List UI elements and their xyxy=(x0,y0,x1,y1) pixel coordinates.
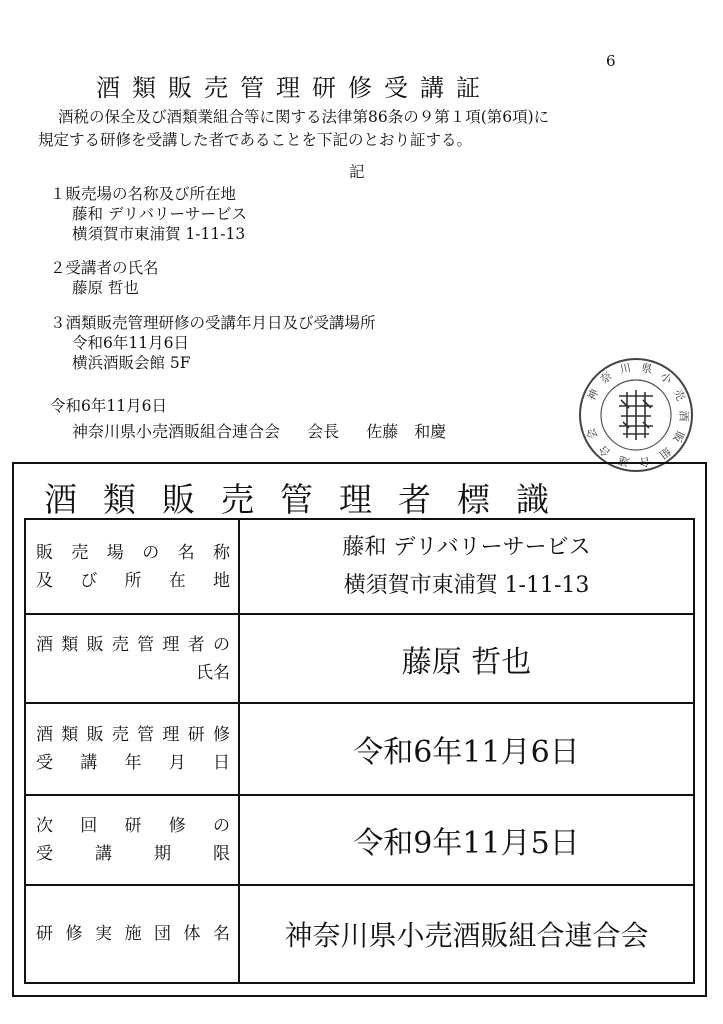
row-store-header-line2: 及び所在地 xyxy=(36,571,230,591)
item-store-label: １販売場の名称及び所在地 xyxy=(50,185,237,203)
seal-ring-text: 神奈川県小売酒販組合連合会 xyxy=(584,361,691,470)
row-store-value xyxy=(240,520,693,613)
row-training-date-value xyxy=(240,704,693,794)
certificate-title: 酒類販売管理研修受講証 xyxy=(96,74,492,102)
item-attendee-label: ２受講者の氏名 xyxy=(50,259,159,277)
row-organizer-value xyxy=(240,886,693,982)
intro-line-2: 規定する研修を受講した者であることを下記のとおり証する。 xyxy=(38,131,473,149)
row-organizer-name: 神奈川県小売酒販組合連合会 xyxy=(284,919,649,952)
item-training-date: 令和6年11月6日 xyxy=(72,334,189,352)
certificate-intro xyxy=(38,106,708,152)
issuer-role: 会長 xyxy=(307,422,340,441)
item-store-address: 横須賀市東浦賀 1-11-13 xyxy=(72,225,246,243)
liquor-manager-sign xyxy=(12,462,707,997)
row-organizer-header-line1: 研修実施団体名 xyxy=(36,924,230,944)
row-store-header-line1: 販売場の名称 xyxy=(36,543,230,563)
issuer-name: 佐藤 和慶 xyxy=(366,422,447,441)
sign-row-store xyxy=(26,520,693,615)
page-number: 6 xyxy=(606,52,616,70)
item-training xyxy=(50,313,376,373)
official-seal-stamp xyxy=(577,356,695,474)
row-organizer-header xyxy=(26,886,240,982)
issuer-line xyxy=(72,419,468,442)
row-next-deadline-value xyxy=(240,796,693,884)
row-store-address: 横須賀市東浦賀 1-11-13 xyxy=(343,572,590,598)
item-store xyxy=(50,184,247,244)
row-manager-value xyxy=(240,615,693,702)
row-manager-name: 藤原 哲也 xyxy=(401,644,532,680)
item-training-venue: 横浜酒販会館 5F xyxy=(72,354,191,372)
row-training-date-header-line1: 酒類販売管理研修 xyxy=(36,725,230,745)
row-next-deadline-header xyxy=(26,796,240,884)
ki-heading: 記 xyxy=(349,163,365,181)
item-training-label: ３酒類販売管理研修の受講年月日及び受講場所 xyxy=(50,314,376,332)
row-manager-header-line2: 氏名 xyxy=(196,663,230,683)
sign-row-training-date xyxy=(26,704,693,796)
sign-row-manager xyxy=(26,615,693,704)
sign-title: 酒類販売管理者標識 xyxy=(44,480,575,519)
sign-row-organizer xyxy=(26,886,693,982)
row-store-header xyxy=(26,520,240,613)
sign-table xyxy=(24,518,695,984)
seal-center-glyphs xyxy=(619,390,653,440)
item-store-name: 藤和 デリバリーサービス xyxy=(72,205,247,223)
row-training-date: 令和6年11月6日 xyxy=(353,735,580,770)
row-next-deadline-header-line1: 次回研修の xyxy=(36,816,230,836)
row-training-date-header-line2: 受講年月日 xyxy=(36,753,230,773)
row-next-deadline-header-line2: 受講期限 xyxy=(36,844,230,864)
certificate-date: 令和6年11月6日 xyxy=(50,397,167,415)
row-manager-header xyxy=(26,615,240,702)
issuer-org: 神奈川県小売酒販組合連合会 xyxy=(72,422,281,441)
item-attendee xyxy=(50,258,159,298)
item-attendee-name: 藤原 哲也 xyxy=(72,279,139,297)
sign-row-next-deadline xyxy=(26,796,693,886)
row-manager-header-line1: 酒類販売管理者の xyxy=(36,635,230,655)
row-store-name: 藤和 デリバリーサービス xyxy=(342,534,591,560)
row-next-deadline: 令和9年11月5日 xyxy=(353,826,580,861)
intro-line-1: 酒税の保全及び酒類業組合等に関する法律第86条の９第１項(第6項)に xyxy=(58,108,550,126)
row-training-date-header xyxy=(26,704,240,794)
